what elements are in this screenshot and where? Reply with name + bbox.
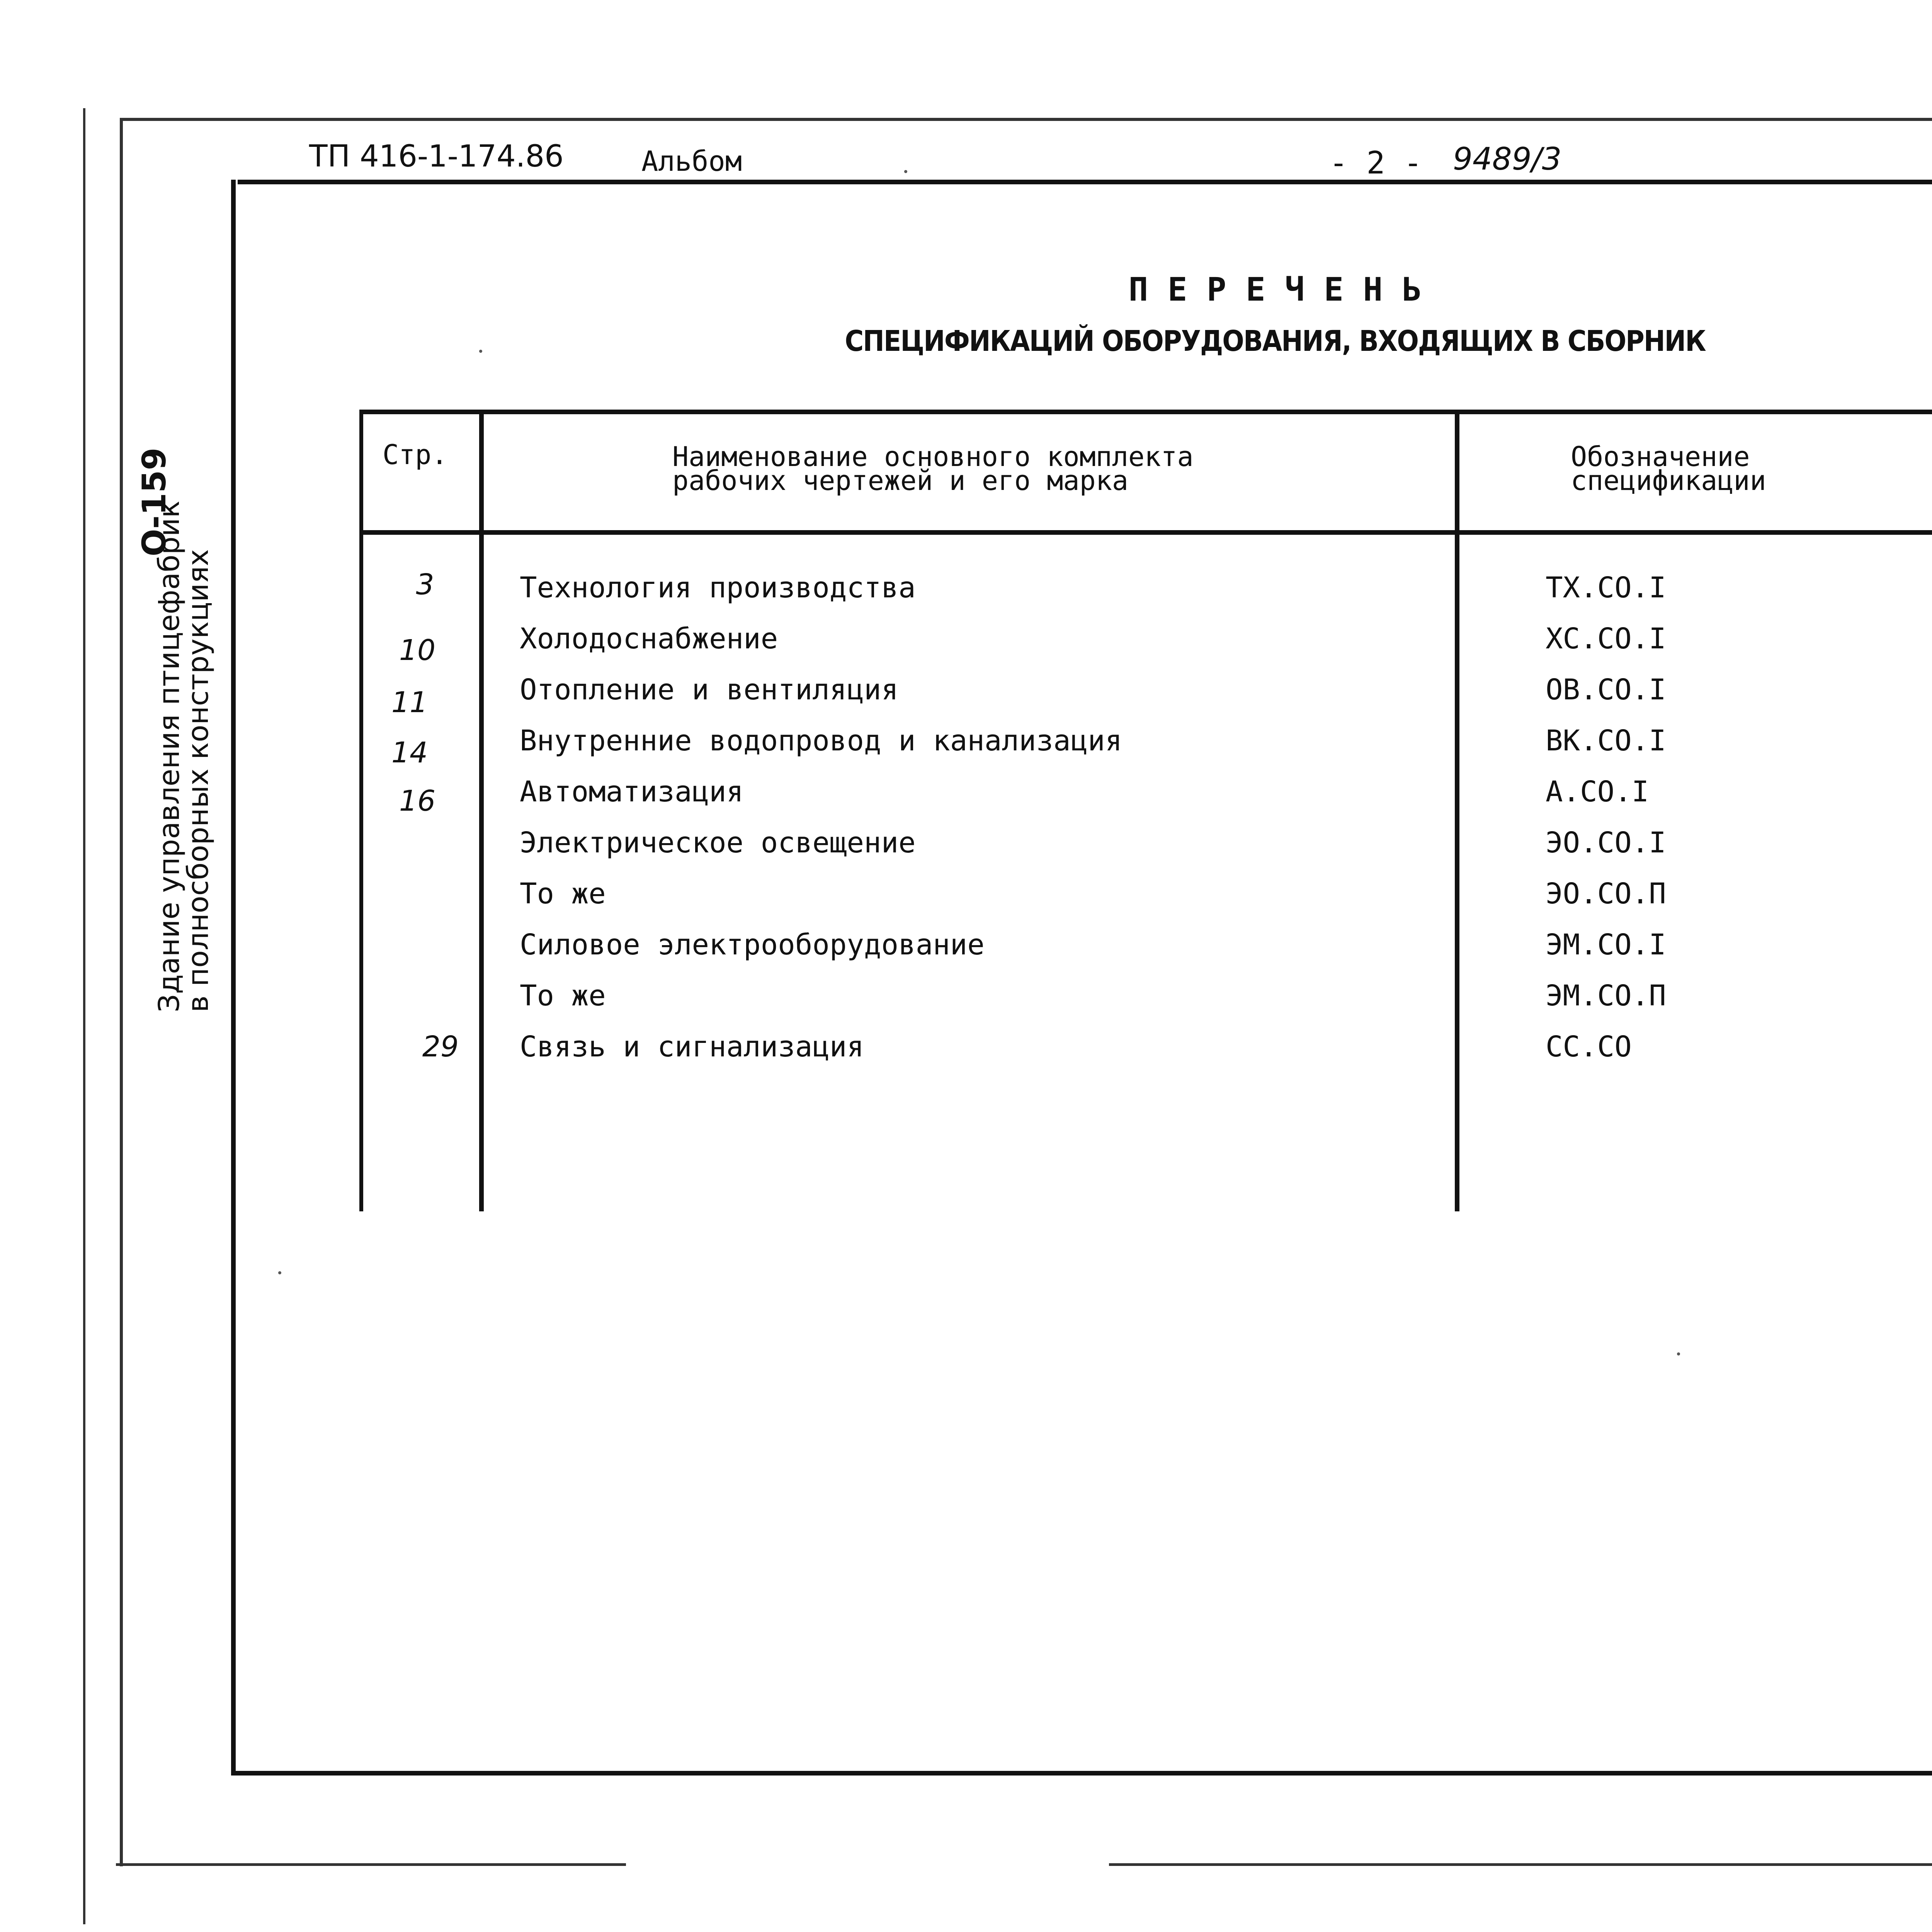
row-code: А.СО.I [1546,775,1649,808]
scan-speck [479,350,482,353]
page-marker: - 2 - [1329,145,1422,181]
row-name: Электрическое освещение [520,826,916,859]
row-name: То же [520,979,606,1012]
table-header-divider [359,530,1932,535]
side-code: О-159 [135,447,173,556]
row-code: ЭМ.СО.I [1546,928,1666,961]
row-name: Связь и сигнализация [520,1030,864,1063]
row-page: 16 [399,784,436,818]
header-code-line1: Обозначение [1571,441,1750,473]
side-title-line2: в полносборных конструкциях [182,549,215,1012]
outer-frame-left [83,108,85,1924]
doc-code: ТП 416-1-174.86 [309,139,564,174]
table-top-border [359,410,1932,414]
row-code: ОВ.СО.I [1546,673,1666,706]
scan-speck [904,170,907,173]
row-name: Отопление и вентиляция [520,673,899,706]
table-col-line-2 [1455,410,1459,1211]
row-name: Холодоснабжение [520,622,778,655]
inner-frame-bottom [231,1771,1932,1776]
header-code-line2: спецификации [1571,465,1766,497]
inner-frame-left [231,180,236,1776]
row-page: 14 [391,736,428,769]
row-name: Внутренние водопровод и канализация [520,724,1122,757]
sheet-frame-bottom-left [116,1863,626,1866]
header-page: Стр. [383,439,448,471]
row-page: 29 [422,1030,459,1063]
page-subtitle: СПЕЦИФИКАЦИЙ ОБОРУДОВАНИЯ, ВХОДЯЩИХ В СБОРНИК [845,325,1706,358]
row-name: Автоматизация [520,775,744,808]
sheet-frame-left [120,120,123,1866]
sheet-frame-bottom-right [1109,1863,1932,1866]
header-name-line1: Наименование основного комплекта [672,441,1194,473]
sheet-frame-top [120,118,1932,121]
row-page: 11 [391,686,428,719]
row-name: Технология производства [520,571,916,604]
row-name: То же [520,877,606,910]
scan-speck [278,1271,281,1274]
inner-frame-top [238,180,1932,184]
row-code: СС.СО [1546,1030,1632,1063]
row-name: Силовое электрооборудование [520,928,985,961]
row-code: ЭО.СО.П [1546,877,1666,910]
row-code: ЭМ.СО.П [1546,979,1666,1012]
page-title: П Е Р Е Ч Е Н Ь [1128,270,1422,308]
inventory-number: 9489/3 [1453,141,1562,177]
album-label: Альбом [641,145,742,177]
row-code: ВК.СО.I [1546,724,1666,757]
row-code: ЭО.СО.I [1546,826,1666,859]
side-title-line1: Здание управления птицефабрик [153,500,186,1012]
row-code: ТХ.СО.I [1546,571,1666,604]
table-col-line-1 [479,410,484,1211]
row-page: 3 [416,568,434,601]
row-code: ХС.СО.I [1546,622,1666,655]
row-page: 10 [399,634,436,667]
scan-speck [1677,1352,1680,1355]
header-name-line2: рабочих чертежей и его марка [672,465,1129,497]
